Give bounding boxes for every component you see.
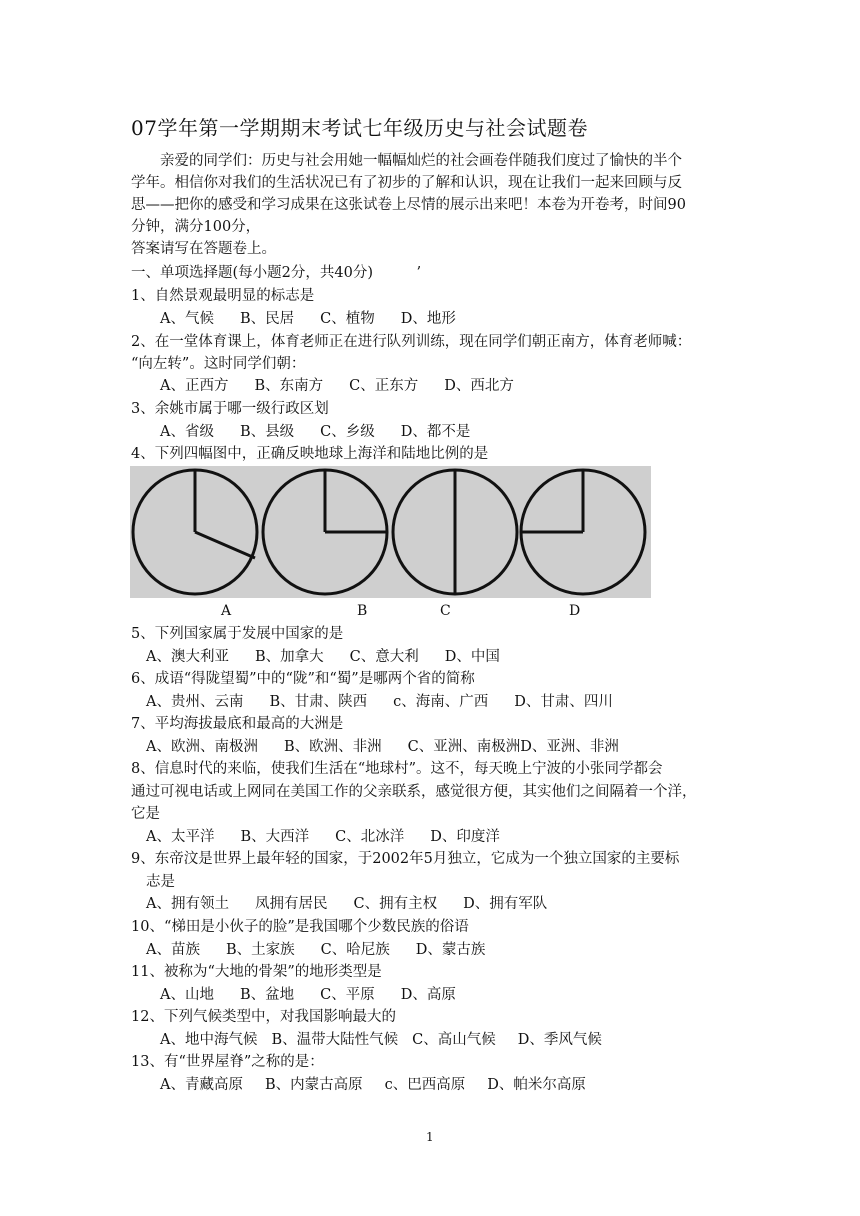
option: D、高原: [400, 987, 456, 1003]
option: D、印度洋: [430, 829, 500, 845]
question-6: 6、成语“得陇望蜀”中的“陇”和“蜀”是哪两个省的简称: [131, 671, 475, 687]
question-7: 7、平均海拔最底和最高的大洲是: [131, 716, 344, 732]
option: A、山地: [160, 987, 214, 1003]
option: C、高山气候: [412, 1032, 496, 1048]
question-4: 4、下列四幅图中，正确反映地球上海洋和陆地比例的是: [131, 446, 489, 462]
option: D、季风气候: [517, 1032, 602, 1048]
option: D、拥有军队: [463, 896, 548, 912]
question-9-cont: 志是: [146, 874, 175, 890]
option: D、都不是: [400, 424, 471, 440]
option: A、青藏高原: [160, 1077, 243, 1093]
section-heading: 一、单项选择题(每小题2分，共40分) ’: [131, 265, 422, 281]
option: A、贵州、云南: [146, 694, 244, 710]
intro-line-1: 亲爱的同学们：历史与社会用她一幅幅灿烂的社会画卷伴随我们度过了愉快的半个: [131, 153, 682, 169]
option: D、地形: [400, 311, 456, 327]
option: D、蒙古族: [415, 942, 486, 958]
option: C、哈尼族: [320, 942, 390, 958]
question-12-options: [160, 1030, 628, 1050]
option: A、苗族: [146, 942, 200, 958]
option: B、欧洲、非洲: [283, 739, 382, 755]
pie-diagrams-image: [130, 466, 651, 598]
pie-label-b: B: [357, 603, 368, 619]
option: A、地中海气候: [160, 1032, 258, 1048]
option: C、乡级: [320, 424, 375, 440]
option: B、加拿大: [254, 649, 324, 665]
question-5-options: [146, 647, 526, 667]
question-8-cont-1: 通过可视电话或上网同在美国工作的父亲联系，感觉很方便，其实他们之间隔着一个洋，: [131, 784, 697, 800]
option: B、盆地: [239, 987, 295, 1003]
option: D、帕米尔高原: [487, 1077, 586, 1093]
option: D、中国: [444, 649, 500, 665]
question-8-cont-2: 它是: [131, 806, 160, 822]
option: D、西北方: [444, 378, 514, 394]
option: B、内蒙古高原: [264, 1077, 363, 1093]
question-1: 1、自然景观最明显的标志是: [131, 288, 315, 304]
option: A、欧洲、南极洲: [146, 739, 258, 755]
option: A、正西方: [160, 378, 229, 394]
question-11-options: [160, 985, 482, 1005]
intro-line-4: 分钟，满分100分，: [131, 219, 261, 235]
option: C、亚洲、南极洲D、亚洲、非洲: [407, 739, 619, 755]
option: C、植物: [320, 311, 375, 327]
option: B、县级: [239, 424, 295, 440]
option: c、海南、广西: [393, 694, 489, 710]
pie-diagrams-svg: [130, 466, 651, 598]
question-12: 12、下列气候类型中，对我国影响最大的: [131, 1009, 396, 1025]
question-11: 11、被称为“大地的骨架”的地形类型是: [131, 964, 382, 980]
option: B、东南方: [254, 378, 324, 394]
question-9: 9、东帝汶是世界上最年轻的国家，于2002年5月独立，它成为一个独立国家的主要标: [131, 851, 680, 867]
question-1-options: [160, 309, 482, 329]
intro-line-2: 学年。相信你对我们的生活状况已有了初步的了解和认识，现在让我们一起来回顾与反: [131, 175, 682, 191]
page-title: 07学年第一学期期末考试七年级历史与社会试题卷: [131, 116, 588, 140]
option: B、甘肃、陕西: [269, 694, 368, 710]
option: B、土家族: [225, 942, 295, 958]
question-2: 2、在一堂体育课上，体育老师正在进行队列训练，现在同学们朝正南方，体育老师喊：: [131, 334, 692, 350]
question-2-cont: “向左转”。这时同学们朝：: [131, 356, 306, 372]
pie-label-d: D: [569, 603, 581, 619]
question-13-options: [160, 1075, 612, 1095]
question-5: 5、下列国家属于发展中国家的是: [131, 626, 344, 642]
intro-line-5: 答案请写在答题卷上。: [131, 241, 276, 257]
option: A、拥有领土: [146, 896, 229, 912]
option: A、太平洋: [146, 829, 215, 845]
pie-label-a: A: [221, 603, 232, 619]
option: B、大西洋: [240, 829, 310, 845]
option: B、温带大陆性气候: [271, 1032, 399, 1048]
question-7-options: [146, 737, 645, 757]
option: A、气候: [160, 311, 214, 327]
question-3: 3、余姚市属于哪一级行政区划: [131, 401, 329, 417]
question-10-options: [146, 940, 511, 960]
question-2-options: [160, 376, 540, 396]
option: C、正东方: [349, 378, 419, 394]
option: B、民居: [239, 311, 295, 327]
question-3-options: [160, 422, 496, 442]
option: c、巴西高原: [384, 1077, 466, 1093]
question-6-options: [146, 692, 639, 712]
page-number: 1: [426, 1130, 434, 1144]
option: C、拥有主权: [353, 896, 438, 912]
question-8: 8、信息时代的来临，使我们生活在“地球村”。这不，每天晚上宁波的小张同学都会: [131, 761, 663, 777]
option: C、意大利: [349, 649, 419, 665]
pie-label-c: C: [440, 603, 451, 619]
option: A、澳大利亚: [146, 649, 229, 665]
question-9-options: [146, 894, 573, 914]
option: A、省级: [160, 424, 214, 440]
question-10: 10、“梯田是小伙子的脸”是我国哪个少数民族的俗语: [131, 919, 469, 935]
question-13: 13、有“世界屋脊”之称的是：: [131, 1054, 324, 1070]
question-8-options: [146, 827, 526, 847]
option: D、甘肃、四川: [514, 694, 613, 710]
intro-line-3: 思——把你的感受和学习成果在这张试卷上尽情的展示出来吧！本卷为开卷考，时间90: [131, 197, 686, 213]
option: C、平原: [320, 987, 375, 1003]
option: 凤拥有居民: [254, 896, 328, 912]
option: C、北冰洋: [335, 829, 405, 845]
